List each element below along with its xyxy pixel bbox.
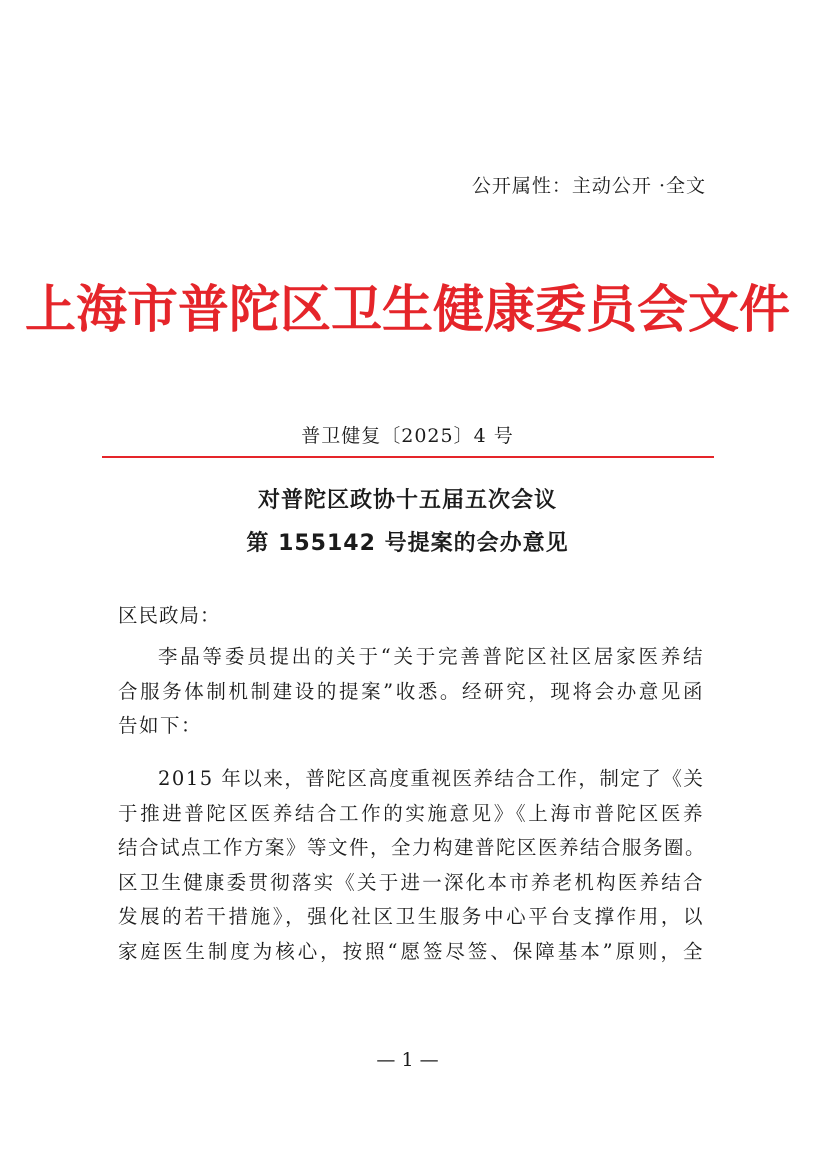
paragraph-line: 家庭医生制度为核心，按照“愿签尽签、保障基本”原则，全 xyxy=(118,939,704,963)
paragraph-line: 告如下： xyxy=(118,714,203,737)
paragraph-line: 区卫生健康委贯彻落实《关于进一深化本市养老机构医养结合 xyxy=(118,870,704,894)
red-separator-line xyxy=(102,456,714,458)
disclosure-label: 公开属性：主动公开 ·全文 xyxy=(471,175,706,197)
document-title-line-2: 第 155142 号提案的会办意见 xyxy=(246,531,569,556)
salutation: 区民政局： xyxy=(118,604,221,627)
paragraph-line: 于推进普陀区医养结合工作的实施意见》《上海市普陀区医养 xyxy=(118,801,704,825)
paragraph-line: 发展的若干措施》，强化社区卫生服务中心平台支撑作用，以 xyxy=(118,905,704,928)
paragraph-line: 李晶等委员提出的关于“关于完善普陀区社区居家医养结 xyxy=(158,645,704,668)
paragraph-line: 结合试点工作方案》等文件，全力构建普陀区医养结合服务圈。 xyxy=(118,836,707,859)
document-number: 普卫健复〔2025〕4 号 xyxy=(301,425,514,447)
paragraph-2 xyxy=(118,762,707,969)
issuing-authority-header: 上海市普陀区卫生健康委员会文件 xyxy=(24,280,790,340)
paragraph-line: 2015 年以来，普陀区高度重视医养结合工作，制定了《关 xyxy=(158,767,705,790)
page-number: — 1 — xyxy=(376,1049,439,1071)
paragraph-line: 合服务体制机制建设的提案”收悉。经研究，现将会办意见函 xyxy=(118,679,704,703)
document-title-line-1: 对普陀区政协十五届五次会议 xyxy=(257,488,557,513)
paragraph-1 xyxy=(118,640,704,744)
